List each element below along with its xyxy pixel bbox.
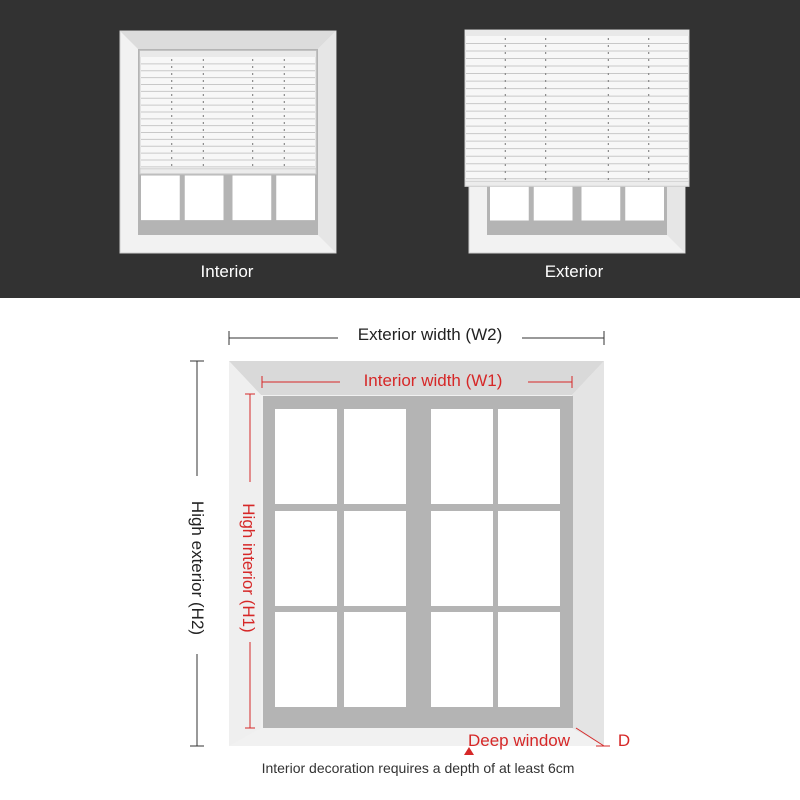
window-pane bbox=[185, 175, 224, 220]
high-exterior-label: High exterior (H2) bbox=[188, 500, 207, 636]
deep-window-label: Deep window bbox=[467, 731, 571, 750]
measurement-window bbox=[229, 361, 604, 746]
window-pane bbox=[275, 409, 337, 504]
blind-body bbox=[465, 30, 689, 186]
interior-width-label: Interior width (W1) bbox=[363, 371, 503, 390]
window-pane bbox=[275, 612, 337, 707]
high-interior-label: High interior (H1) bbox=[239, 503, 258, 633]
interior-label: Interior bbox=[200, 262, 254, 281]
exterior-width-label: Exterior width (W2) bbox=[357, 325, 503, 344]
window-pane bbox=[431, 409, 493, 504]
window-pane bbox=[431, 511, 493, 606]
window-pane bbox=[275, 511, 337, 606]
blind-bottom-rail bbox=[140, 169, 316, 174]
window-pane bbox=[344, 612, 406, 707]
blind-headrail bbox=[140, 51, 316, 57]
exterior-label: Exterior bbox=[544, 262, 604, 281]
window-pane bbox=[344, 409, 406, 504]
frame-bevel-right bbox=[318, 31, 336, 253]
window-pane bbox=[344, 511, 406, 606]
window-pane bbox=[233, 175, 272, 220]
interior-mount-window bbox=[120, 31, 336, 253]
depth-note: Interior decoration requires a depth of at least 6cm bbox=[261, 760, 575, 776]
window-pane bbox=[141, 175, 180, 220]
blind-headrail bbox=[465, 30, 689, 36]
blind-bottom-rail bbox=[465, 181, 689, 186]
depth-letter-label: D bbox=[617, 731, 631, 750]
exterior-mount-window bbox=[465, 30, 689, 253]
window-pane bbox=[431, 612, 493, 707]
window-pane bbox=[276, 175, 315, 220]
frame-bevel-right bbox=[572, 361, 604, 746]
window-pane bbox=[498, 612, 560, 707]
window-pane bbox=[498, 409, 560, 504]
frame-bevel-top bbox=[120, 31, 336, 49]
window-pane bbox=[498, 511, 560, 606]
